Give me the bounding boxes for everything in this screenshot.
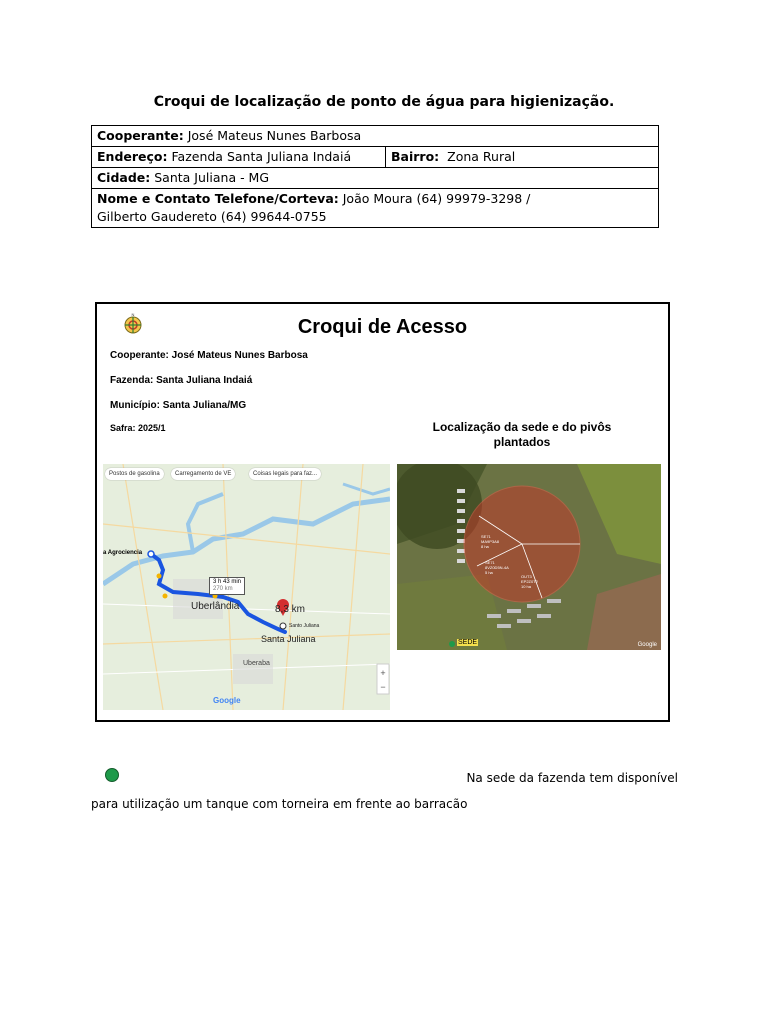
distance-label: 8,3 km [275,604,306,615]
satellite-map[interactable] [397,464,661,650]
cooperante-cell [92,126,659,147]
svg-text:N: N [131,312,135,317]
city-uberlandia: Uberlândia [191,601,240,612]
table-row [92,168,659,189]
croqui-panel [95,302,670,722]
city-uberaba: Uberaba [243,660,270,667]
cidade-value: Santa Juliana - MG [154,170,270,185]
croqui-safra: Safra: 2025/1 [110,423,166,433]
origin-label: a Agrociencia [103,550,143,556]
note-line-2: para utilização um tanque com torneira em frente ao barracão [91,797,468,811]
endereco-cell [92,147,386,168]
sede-label: SEDE [458,639,478,646]
cooperante-label: Cooperante: [97,128,184,143]
croqui-title: Croqui de Acesso [297,316,468,338]
route-info-box[interactable] [209,577,245,595]
note-line-1: Na sede da fazenda tem disponível [466,771,678,785]
location-title-line2: plantados [493,435,551,449]
location-title-line1: Localização da sede e do pivôs [432,420,612,434]
endereco-value: Fazenda Santa Juliana Indaiá [171,149,352,164]
satellite-graphic [397,464,661,650]
bairro-cell [386,147,659,168]
contato-value-line1: João Moura (64) 99979-3298 / [342,191,531,206]
endereco-label: Endereço: [97,149,168,164]
field-3-label: OUT3 EP2Z0T2 10 ha [521,574,538,589]
sede-marker-icon [105,768,119,782]
google-logo: Google [637,642,657,648]
info-table [91,125,659,228]
croqui-cooperante: Cooperante: José Mateus Nunes Barbosa [110,350,308,361]
chip-ev-charging[interactable]: Carregamento de VE [171,468,235,480]
field-2-label: SE71 8VZ0D5N-4A 5 ha [485,560,509,575]
cidade-cell [92,168,659,189]
croqui-municipio: Município: Santa Juliana/MG [110,400,247,411]
route-distance: 270 km [213,586,233,592]
cidade-label: Cidade: [97,170,151,185]
contato-label: Nome e Contato Telefone/Corteva: [97,191,339,206]
road-map[interactable] [103,464,390,710]
chip-gas-stations[interactable]: Postos de gasolina [105,468,164,480]
cooperante-value: José Mateus Nunes Barbosa [187,128,362,143]
city-santa-juliana: Santa Juliana [261,634,316,644]
contato-cell [92,189,659,228]
table-row [92,189,659,228]
table-row [92,147,659,168]
santo-juliana-label: Santo Juliana [289,623,320,629]
google-logo: Google [213,696,241,705]
bairro-label: Bairro: [391,149,440,164]
field-1-label: SE71 MA9P3A8 8 ha [481,534,500,549]
svg-text:+: + [380,668,386,678]
location-title [417,420,627,450]
route-time: 3 h 43 min [213,579,242,585]
contato-value-line2: Gilberto Gaudereto (64) 99644-0755 [97,209,327,224]
road-map-graphic [103,464,390,710]
croqui-fazenda: Fazenda: Santa Juliana Indaiá [110,375,253,386]
document-title: Croqui de localização de ponto de água para higienização. [153,94,615,110]
svg-text:−: − [380,682,386,692]
bairro-value: Zona Rural [447,149,516,164]
table-row [92,126,659,147]
chip-things-to-do[interactable]: Coisas legais para faz... [249,468,321,480]
